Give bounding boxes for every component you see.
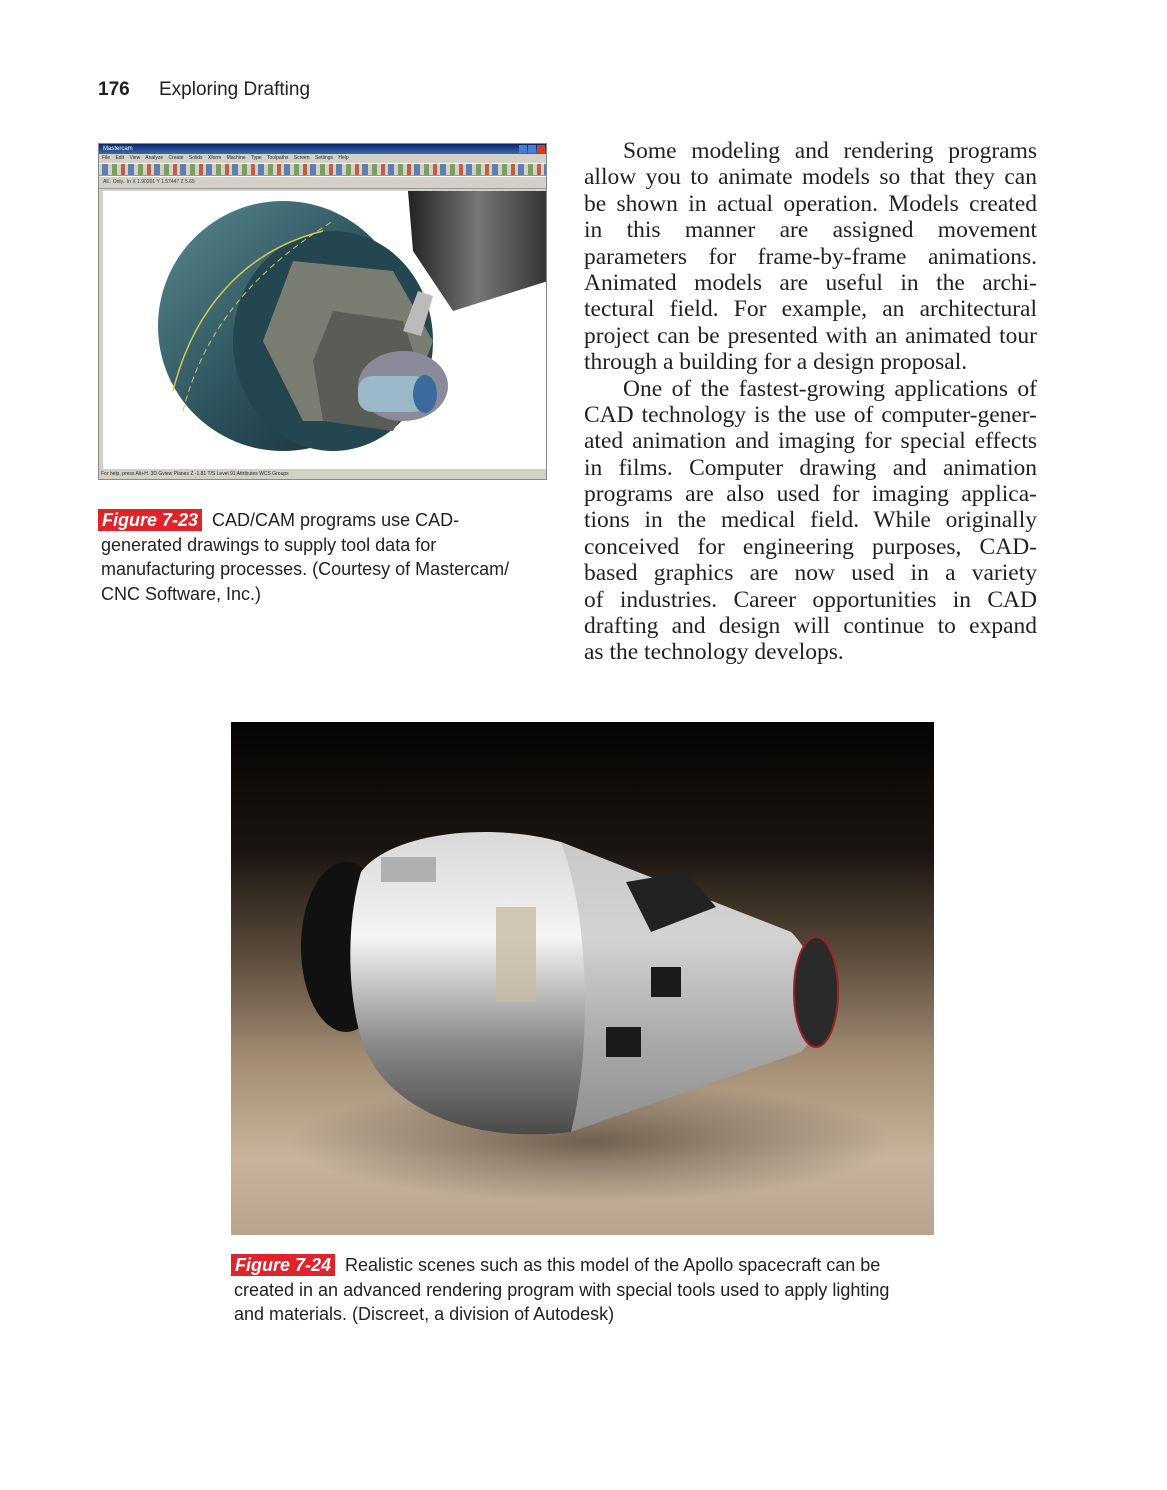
figure-7-24-image [231,722,934,1235]
running-title: Exploring Drafting [159,79,311,100]
cad-viewport [103,191,546,469]
body-text-line: programs are also used for imaging applica- [584,481,1037,508]
body-text-line: as the technology develops. [584,639,844,666]
caption-line: and materials. (Discreet, a division of Autodesk) [234,1304,615,1324]
close-icon [537,145,545,153]
page-number: 176 [98,79,130,100]
body-text-line: tions in the medical field. While originally [584,507,1037,534]
window-title: Mastercam [103,146,133,152]
body-text-line: conceived for engineering purposes, CAD- [584,533,1037,560]
caption-line: CNC Software, Inc.) [101,583,262,604]
figure-7-23-caption [98,508,548,606]
caption-line: manufacturing processes. (Courtesy of Mastercam/ [101,559,510,579]
body-text-line: be shown in actual operation. Models created [584,190,1037,217]
toolbar-fields: All.. Only.. In X 1.90201 Y 1.57447 Z 5.65 [99,176,546,189]
body-text-line: in this manner are assigned movement [584,217,1037,244]
body-text-line: of industries. Career opportunities in CAD [584,586,1037,613]
caption-line: created in an advanced rendering program with special tools used to apply lighting [234,1279,890,1300]
body-text-line: tectural field. For example, an architectural [584,296,1037,323]
maximize-icon [528,145,536,153]
figure-7-23-image [98,143,547,480]
caption-line: CAD/CAM programs use CAD- [212,510,460,530]
body-text-line: CAD technology is the use of computer-gener- [584,401,1037,428]
caption-line: Realistic scenes such as this model of the Apollo spacecraft can be [345,1255,881,1275]
figure-label: Figure 7-23 [98,509,202,531]
figure-label: Figure 7-24 [231,1254,335,1276]
body-text-line: Some modeling and rendering programs [623,138,1037,164]
apollo-spacecraft-render [231,722,934,1235]
cad-part-render [103,191,547,471]
body-text-line: drafting and design will continue to expand [584,613,1037,640]
body-text-line: based graphics are now used in a variety [584,560,1037,587]
body-text [584,138,1037,666]
figure-7-24-caption [231,1253,951,1327]
body-text-line: in films. Computer drawing and animation [584,454,1037,481]
status-bar: For help, press Alt+H. 3D Gview Planes Z -1.81 T/S Level 91 Attributes WCS Groups [99,469,546,479]
caption-line: generated drawings to supply tool data for [101,534,437,555]
body-text-line: project can be presented with an animated tour [584,322,1037,349]
body-text-line: Animated models are useful in the archi- [584,269,1037,296]
body-text-line: One of the fastest-growing applications of [623,375,1037,402]
window-controls [519,145,545,153]
body-text-line: allow you to animate models so that they can [584,164,1037,191]
body-text-line: through a building for a design proposal. [584,349,968,376]
toolbar-icons [99,163,546,176]
minimize-icon [519,145,527,153]
body-text-line: parameters for frame-by-frame animations. [584,243,1037,270]
body-text-line: ated animation and imaging for special effects [584,428,1037,455]
menu-bar: File Edit View Analyze Create Solids Xform Machine Type Toolpaths Screen Settings Help [102,155,349,161]
window-title-bar [99,144,546,154]
